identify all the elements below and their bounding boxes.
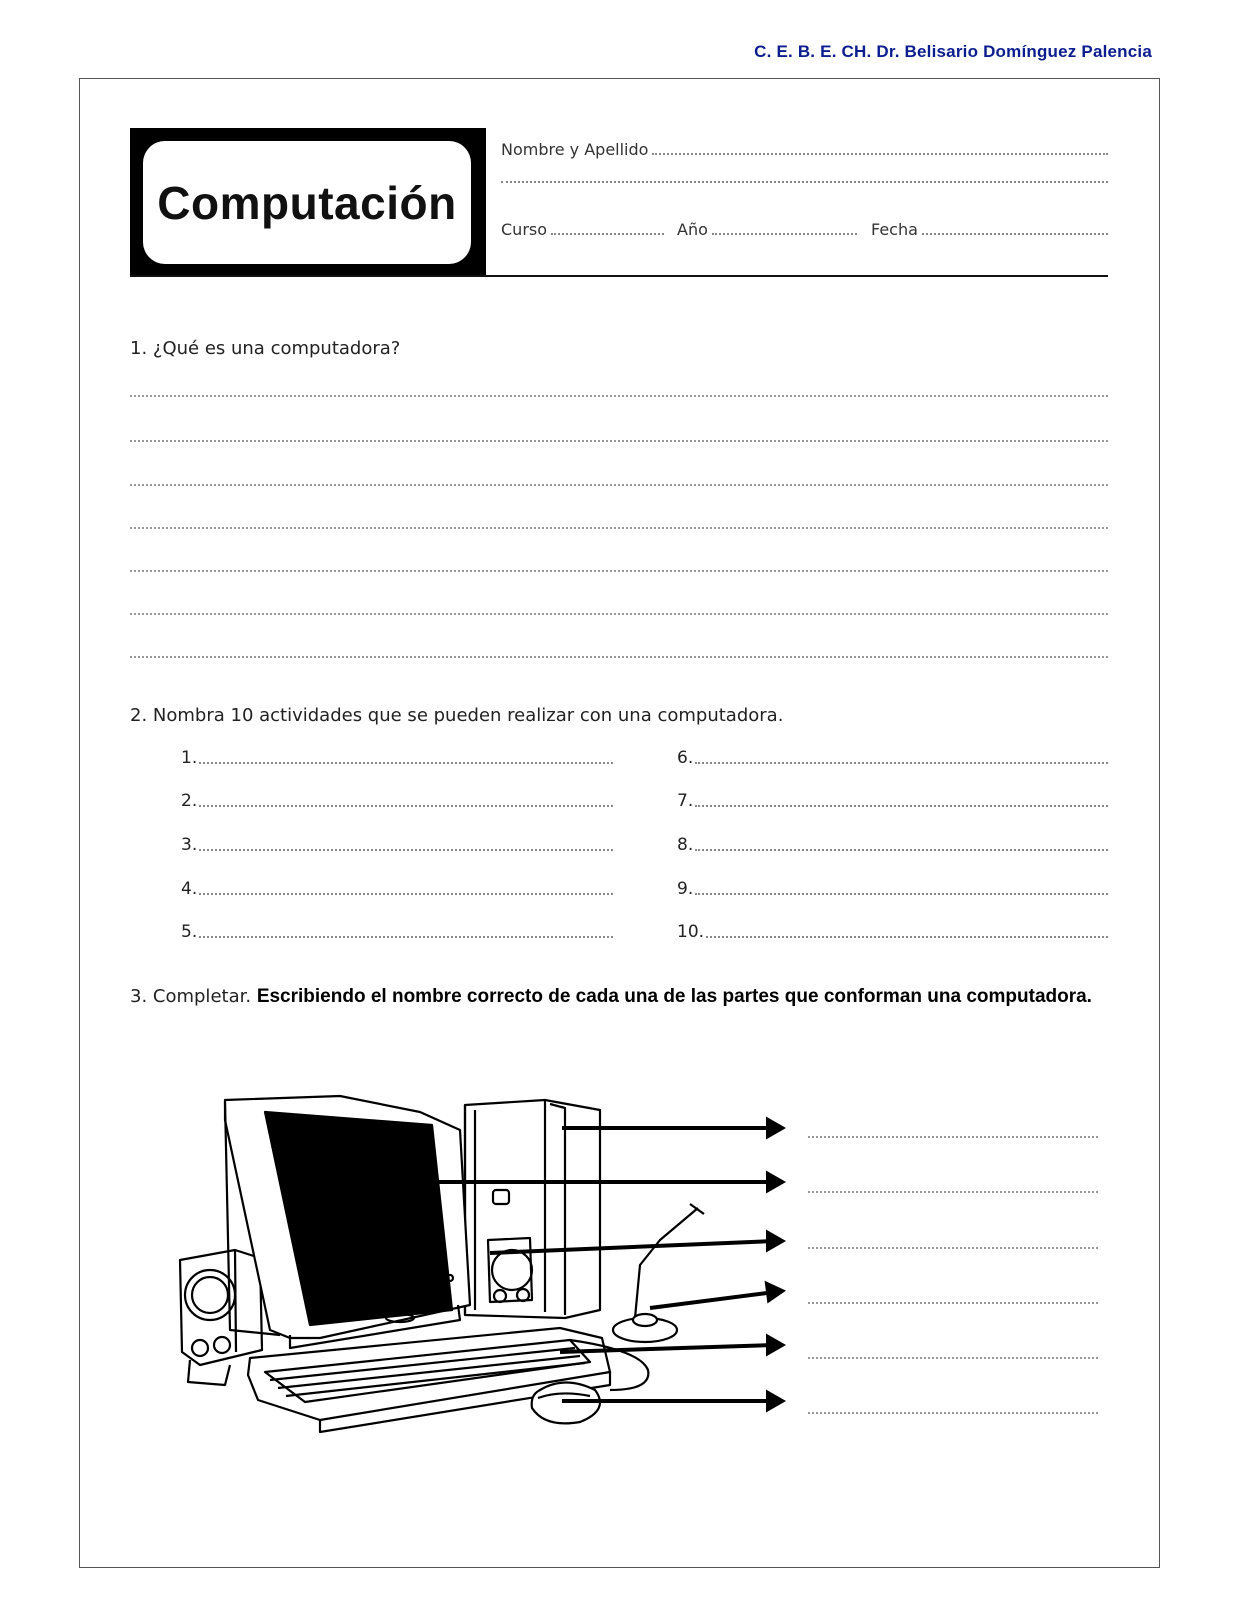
course-blank[interactable] <box>551 232 664 235</box>
item-blank[interactable] <box>695 848 1108 851</box>
date-field[interactable] <box>871 220 1108 239</box>
school-name: C. E. B. E. CH. Dr. Belisario Domínguez Palencia <box>754 42 1152 61</box>
item-blank[interactable] <box>695 761 1108 764</box>
activity-item-4[interactable] <box>181 879 613 899</box>
activity-item-6[interactable] <box>677 748 1108 768</box>
activity-item-10[interactable] <box>677 922 1108 942</box>
activity-item-5[interactable] <box>181 922 613 942</box>
computer-illustration <box>170 1090 810 1450</box>
item-blank[interactable] <box>199 848 613 851</box>
item-number: 9. <box>677 879 694 899</box>
name-blank[interactable] <box>652 152 1108 155</box>
answer-line[interactable] <box>130 527 1108 529</box>
part-answer-line[interactable] <box>808 1357 1098 1359</box>
answer-line[interactable] <box>130 570 1108 572</box>
question-2: 2. Nombra 10 actividades que se pueden realizar con una computadora. <box>130 705 784 726</box>
item-blank[interactable] <box>706 935 1108 938</box>
activity-item-8[interactable] <box>677 835 1108 855</box>
name-field-extra[interactable] <box>501 180 1108 187</box>
item-number: 6. <box>677 748 694 768</box>
answer-line[interactable] <box>130 656 1108 658</box>
part-answer-line[interactable] <box>808 1136 1098 1138</box>
year-label: Año <box>677 220 708 239</box>
answer-line[interactable] <box>130 613 1108 615</box>
activity-item-2[interactable] <box>181 791 613 811</box>
answer-line[interactable] <box>130 484 1108 486</box>
activity-item-9[interactable] <box>677 879 1108 899</box>
page-title: Computación <box>157 176 457 229</box>
item-number: 7. <box>677 791 694 811</box>
name-field[interactable] <box>501 140 1108 159</box>
part-answer-line[interactable] <box>808 1412 1098 1414</box>
item-blank[interactable] <box>199 892 613 895</box>
activity-item-1[interactable] <box>181 748 613 768</box>
part-answer-line[interactable] <box>808 1191 1098 1193</box>
year-blank[interactable] <box>712 232 857 235</box>
item-number: 10. <box>677 922 705 942</box>
item-number: 2. <box>181 791 198 811</box>
name-label: Nombre y Apellido <box>501 140 649 159</box>
activity-item-3[interactable] <box>181 835 613 855</box>
cpu-tower-icon <box>465 1100 600 1318</box>
item-blank[interactable] <box>199 935 613 938</box>
question-3-label: 3. Completar. <box>130 986 252 1007</box>
course-field[interactable] <box>501 220 664 239</box>
answer-line[interactable] <box>130 440 1108 442</box>
course-label: Curso <box>501 220 548 239</box>
item-blank[interactable] <box>695 804 1108 807</box>
part-answer-line[interactable] <box>808 1247 1098 1249</box>
item-number: 4. <box>181 879 198 899</box>
title-box <box>143 141 471 264</box>
microphone-icon <box>613 1204 704 1342</box>
item-number: 8. <box>677 835 694 855</box>
name-blank-2[interactable] <box>501 180 1108 183</box>
year-field[interactable] <box>677 220 857 239</box>
item-number: 5. <box>181 922 198 942</box>
activity-item-7[interactable] <box>677 791 1108 811</box>
item-blank[interactable] <box>199 804 613 807</box>
part-answer-line[interactable] <box>808 1302 1098 1304</box>
header-divider <box>130 275 1108 277</box>
question-3 <box>130 986 1092 1008</box>
item-blank[interactable] <box>695 892 1108 895</box>
question-1: 1. ¿Qué es una computadora? <box>130 338 401 359</box>
item-number: 1. <box>181 748 198 768</box>
date-label: Fecha <box>871 220 918 239</box>
item-number: 3. <box>181 835 198 855</box>
question-3-instruction: Escribiendo el nombre correcto de cada una de las partes que conforman una computadora. <box>256 986 1092 1007</box>
item-blank[interactable] <box>199 761 613 764</box>
date-blank[interactable] <box>922 232 1108 235</box>
answer-line[interactable] <box>130 395 1108 397</box>
title-block <box>130 128 486 276</box>
